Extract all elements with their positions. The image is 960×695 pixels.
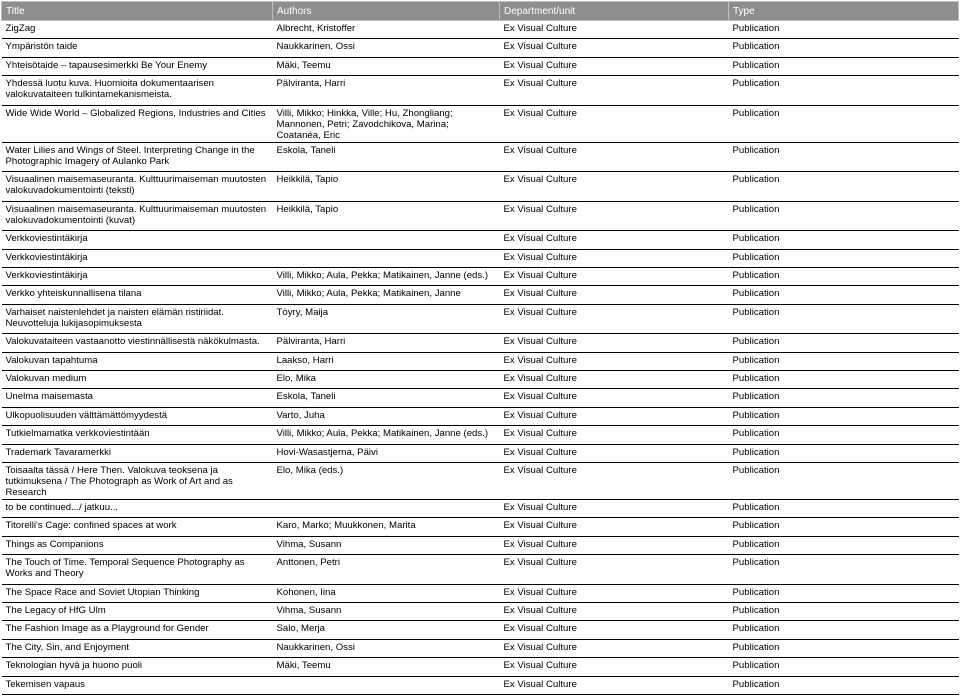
type-cell: Publication — [729, 105, 959, 142]
type-cell: Publication — [729, 371, 959, 389]
authors-cell: Villi, Mikko; Aula, Pekka; Matikainen, Janne (eds.) — [273, 267, 500, 285]
type-cell: Publication — [729, 201, 959, 231]
table-row — [2, 201, 959, 231]
authors-cell: Kohonen, Iina — [273, 584, 500, 602]
type-cell: Publication — [729, 39, 959, 57]
title-cell: Varhaiset naistenlehdet ja naisten elämän ristiriidat. Neuvotteluja lukijasopimuksesta — [2, 304, 273, 334]
department-cell: Ex Visual Culture — [500, 536, 729, 554]
title-cell: Valokuvataiteen vastaanotto viestinnällisestä näkökulmasta. — [2, 334, 273, 352]
department-cell: Ex Visual Culture — [500, 352, 729, 370]
type-cell: Publication — [729, 389, 959, 407]
table-row — [2, 426, 959, 444]
authors-cell: Karo, Marko; Muukkonen, Marita — [273, 518, 500, 536]
authors-cell: Mäki, Teemu — [273, 57, 500, 75]
authors-cell — [273, 499, 500, 517]
title-cell: Unelma maisemasta — [2, 389, 273, 407]
department-cell: Ex Visual Culture — [500, 426, 729, 444]
department-cell: Ex Visual Culture — [500, 407, 729, 425]
type-cell: Publication — [729, 286, 959, 304]
department-cell: Ex Visual Culture — [500, 304, 729, 334]
title-cell: Verkko yhteiskunnallisena tilana — [2, 286, 273, 304]
department-cell: Ex Visual Culture — [500, 518, 729, 536]
table-row — [2, 658, 959, 676]
authors-cell: Anttonen, Petri — [273, 555, 500, 585]
authors-cell: Hovi-Wasastjerna, Päivi — [273, 444, 500, 462]
type-cell: Publication — [729, 639, 959, 657]
table-row — [2, 352, 959, 370]
table-row — [2, 39, 959, 57]
table-row — [2, 407, 959, 425]
table-row — [2, 105, 959, 142]
table-row — [2, 371, 959, 389]
department-cell: Ex Visual Culture — [500, 105, 729, 142]
title-cell: Verkkoviestintäkirja — [2, 267, 273, 285]
department-cell: Ex Visual Culture — [500, 444, 729, 462]
department-cell: Ex Visual Culture — [500, 76, 729, 106]
type-cell: Publication — [729, 426, 959, 444]
title-cell: Valokuvan tapahtuma — [2, 352, 273, 370]
authors-cell: Heikkilä, Tapio — [273, 201, 500, 231]
table-row — [2, 676, 959, 694]
type-cell: Publication — [729, 676, 959, 694]
type-cell: Publication — [729, 603, 959, 621]
title-cell: Ympäristön taide — [2, 39, 273, 57]
department-cell: Ex Visual Culture — [500, 371, 729, 389]
title-cell: Yhdessä luotu kuva. Huomioita dokumentaarisen valokuvataiteen tulkintamekanismeista. — [2, 76, 273, 106]
authors-cell: Naukkarinen, Ossi — [273, 39, 500, 57]
department-cell: Ex Visual Culture — [500, 21, 729, 39]
type-cell: Publication — [729, 21, 959, 39]
title-cell: Visuaalinen maisemaseuranta. Kulttuurimaiseman muutosten valokuvadokumentointi (kuvat) — [2, 201, 273, 231]
authors-cell — [273, 249, 500, 267]
type-cell: Publication — [729, 536, 959, 554]
department-cell: Ex Visual Culture — [500, 555, 729, 585]
department-cell: Ex Visual Culture — [500, 267, 729, 285]
authors-cell: Mäki, Teemu — [273, 658, 500, 676]
authors-cell: Salo, Merja — [273, 621, 500, 639]
publications-table — [1, 1, 959, 695]
table-body — [2, 21, 959, 695]
title-cell: Teknologian hyvä ja huono puoli — [2, 658, 273, 676]
table-row — [2, 603, 959, 621]
table-row — [2, 518, 959, 536]
department-cell: Ex Visual Culture — [500, 231, 729, 249]
title-cell: Tutkielmamatka verkkoviestintään — [2, 426, 273, 444]
title-cell: The Legacy of HfG Ulm — [2, 603, 273, 621]
column-header-department: Department/unit — [500, 2, 729, 21]
type-cell: Publication — [729, 231, 959, 249]
authors-cell: Elo, Mika (eds.) — [273, 462, 500, 499]
title-cell: Verkkoviestintäkirja — [2, 231, 273, 249]
department-cell: Ex Visual Culture — [500, 142, 729, 172]
table-row — [2, 584, 959, 602]
table-row — [2, 389, 959, 407]
type-cell: Publication — [729, 334, 959, 352]
table-row — [2, 21, 959, 39]
title-cell: The Space Race and Soviet Utopian Thinking — [2, 584, 273, 602]
title-cell: Trademark Tavaramerkki — [2, 444, 273, 462]
table-row — [2, 76, 959, 106]
table-row — [2, 57, 959, 75]
authors-cell — [273, 231, 500, 249]
table-row — [2, 536, 959, 554]
authors-cell: Töyry, Maija — [273, 304, 500, 334]
table-row — [2, 142, 959, 172]
type-cell: Publication — [729, 555, 959, 585]
department-cell: Ex Visual Culture — [500, 172, 729, 202]
type-cell: Publication — [729, 57, 959, 75]
authors-cell: Villi, Mikko; Aula, Pekka; Matikainen, Janne (eds.) — [273, 426, 500, 444]
table-row — [2, 304, 959, 334]
table-row — [2, 267, 959, 285]
authors-cell: Pälviranta, Harri — [273, 76, 500, 106]
department-cell: Ex Visual Culture — [500, 334, 729, 352]
table-row — [2, 249, 959, 267]
type-cell: Publication — [729, 267, 959, 285]
title-cell: Valokuvan medium — [2, 371, 273, 389]
table-header — [2, 2, 959, 21]
title-cell: The City, Sin, and Enjoyment — [2, 639, 273, 657]
authors-cell: Vihma, Susann — [273, 536, 500, 554]
title-cell: Water Lilies and Wings of Steel. Interpreting Change in the Photographic Imagery of Aulanko Park — [2, 142, 273, 172]
department-cell: Ex Visual Culture — [500, 286, 729, 304]
authors-cell: Laakso, Harri — [273, 352, 500, 370]
type-cell: Publication — [729, 444, 959, 462]
title-cell: The Fashion Image as a Playground for Gender — [2, 621, 273, 639]
department-cell: Ex Visual Culture — [500, 39, 729, 57]
table-row — [2, 639, 959, 657]
department-cell: Ex Visual Culture — [500, 603, 729, 621]
authors-cell: Villi, Mikko; Hinkka, Ville; Hu, Zhongliang; Mannonen, Petri; Zavodchikova, Marina; Coatanéa, Eric — [273, 105, 500, 142]
column-header-title: Title — [2, 2, 273, 21]
department-cell: Ex Visual Culture — [500, 462, 729, 499]
department-cell: Ex Visual Culture — [500, 57, 729, 75]
authors-cell: Eskola, Taneli — [273, 142, 500, 172]
authors-cell: Vihma, Susann — [273, 603, 500, 621]
title-cell: Titorelli's Cage: confined spaces at work — [2, 518, 273, 536]
department-cell: Ex Visual Culture — [500, 621, 729, 639]
department-cell: Ex Visual Culture — [500, 249, 729, 267]
title-cell: Wide Wide World – Globalized Regions, Industries and Cities — [2, 105, 273, 142]
header-row — [2, 2, 959, 21]
authors-cell: Elo, Mika — [273, 371, 500, 389]
authors-cell: Varto, Juha — [273, 407, 500, 425]
type-cell: Publication — [729, 462, 959, 499]
authors-cell: Pälviranta, Harri — [273, 334, 500, 352]
type-cell: Publication — [729, 518, 959, 536]
type-cell: Publication — [729, 407, 959, 425]
type-cell: Publication — [729, 76, 959, 106]
table-row — [2, 462, 959, 499]
authors-cell: Villi, Mikko; Aula, Pekka; Matikainen, Janne — [273, 286, 500, 304]
authors-cell: Albrecht, Kristoffer — [273, 21, 500, 39]
department-cell: Ex Visual Culture — [500, 499, 729, 517]
department-cell: Ex Visual Culture — [500, 389, 729, 407]
type-cell: Publication — [729, 584, 959, 602]
title-cell: Verkkoviestintäkirja — [2, 249, 273, 267]
table-row — [2, 621, 959, 639]
authors-cell: Naukkarinen, Ossi — [273, 639, 500, 657]
type-cell: Publication — [729, 621, 959, 639]
type-cell: Publication — [729, 142, 959, 172]
authors-cell — [273, 676, 500, 694]
type-cell: Publication — [729, 304, 959, 334]
title-cell: to be continued.../ jatkuu... — [2, 499, 273, 517]
column-header-type: Type — [729, 2, 959, 21]
department-cell: Ex Visual Culture — [500, 658, 729, 676]
table-row — [2, 231, 959, 249]
title-cell: The Touch of Time. Temporal Sequence Photography as Works and Theory — [2, 555, 273, 585]
table-row — [2, 172, 959, 202]
table-row — [2, 444, 959, 462]
table-row — [2, 286, 959, 304]
table-row — [2, 555, 959, 585]
department-cell: Ex Visual Culture — [500, 201, 729, 231]
department-cell: Ex Visual Culture — [500, 676, 729, 694]
authors-cell: Heikkilä, Tapio — [273, 172, 500, 202]
title-cell: Visuaalinen maisemaseuranta. Kulttuurimaiseman muutosten valokuvadokumentointi (teksti) — [2, 172, 273, 202]
title-cell: Tekemisen vapaus — [2, 676, 273, 694]
authors-cell: Eskola, Taneli — [273, 389, 500, 407]
table-row — [2, 499, 959, 517]
department-cell: Ex Visual Culture — [500, 639, 729, 657]
table-row — [2, 334, 959, 352]
department-cell: Ex Visual Culture — [500, 584, 729, 602]
title-cell: Things as Companions — [2, 536, 273, 554]
title-cell: Yhteisötaide – tapausesimerkki Be Your Enemy — [2, 57, 273, 75]
type-cell: Publication — [729, 658, 959, 676]
type-cell: Publication — [729, 352, 959, 370]
type-cell: Publication — [729, 499, 959, 517]
title-cell: Toisaalta tässä / Here Then. Valokuva teoksena ja tutkimuksena / The Photograph as Work of Art and as Research — [2, 462, 273, 499]
type-cell: Publication — [729, 172, 959, 202]
title-cell: Ulkopuolisuuden välttämättömyydestä — [2, 407, 273, 425]
type-cell: Publication — [729, 249, 959, 267]
title-cell: ZigZag — [2, 21, 273, 39]
column-header-authors: Authors — [273, 2, 500, 21]
